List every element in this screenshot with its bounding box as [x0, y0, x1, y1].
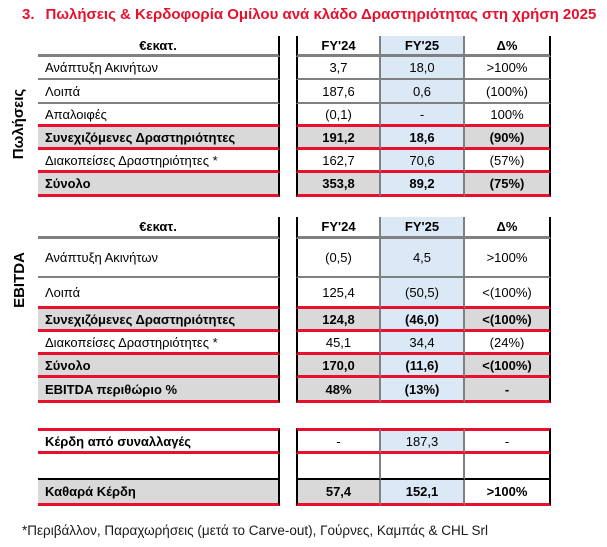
column-gap — [280, 309, 296, 332]
cell-fy25: 70,6 — [381, 150, 465, 173]
column-gap — [280, 239, 296, 278]
cell-fy24: - — [296, 428, 381, 454]
column-gap — [280, 428, 296, 454]
sales-header-delta: Δ% — [465, 36, 551, 57]
column-gap — [280, 278, 296, 309]
cell-fy25: - — [381, 104, 465, 127]
ebitda-side-label: EBITDA — [11, 252, 28, 308]
ebitda-header-metric: €εκατ. — [38, 217, 280, 239]
cell-delta: 100% — [465, 104, 551, 127]
row-label — [38, 454, 280, 480]
cell-fy24: 124,8 — [296, 309, 381, 332]
row-label: Κέρδη από συναλλαγές — [38, 428, 280, 454]
cell-fy25: 152,1 — [381, 480, 465, 506]
column-gap — [280, 355, 296, 378]
cell-fy24: 162,7 — [296, 150, 381, 173]
sales-header-fy24: FY'24 — [296, 36, 381, 57]
column-gap — [280, 127, 296, 150]
cell-fy25: (50,5) — [381, 278, 465, 309]
row-label: Συνεχιζόμενες Δραστηριότητες — [38, 309, 280, 332]
row-label: Σύνολο — [38, 173, 280, 197]
sales-header-metric: €εκατ. — [38, 36, 280, 57]
cell-delta: - — [465, 428, 551, 454]
cell-fy24: (0,1) — [296, 104, 381, 127]
column-gap — [280, 454, 296, 480]
cell-fy24: 187,6 — [296, 80, 381, 104]
cell-fy24: 170,0 — [296, 355, 381, 378]
cell-delta: >100% — [465, 480, 551, 506]
cell-fy25: 34,4 — [381, 332, 465, 355]
cell-fy25: 18,0 — [381, 57, 465, 80]
cell-fy24: (0,5) — [296, 239, 381, 278]
row-label: Ανάπτυξη Ακινήτων — [38, 239, 280, 278]
sales-header-fy25: FY'25 — [381, 36, 465, 57]
column-gap — [280, 173, 296, 197]
cell-delta: <(100%) — [465, 278, 551, 309]
row-label: Διακοπείσες Δραστηριότητες * — [38, 150, 280, 173]
cell-fy25: 4,5 — [381, 239, 465, 278]
cell-fy24: 45,1 — [296, 332, 381, 355]
cell-delta: <(100%) — [465, 355, 551, 378]
row-label: Λοιπά — [38, 278, 280, 309]
cell-fy24: 191,2 — [296, 127, 381, 150]
cell-fy25: (11,6) — [381, 355, 465, 378]
profit-table — [38, 428, 551, 506]
column-gap — [280, 80, 296, 104]
ebitda-header-fy24: FY'24 — [296, 217, 381, 239]
column-gap — [280, 36, 296, 57]
cell-fy25 — [381, 454, 465, 480]
row-label: Συνεχιζόμενες Δραστηριότητες — [38, 127, 280, 150]
title-text: Πωλήσεις & Κερδοφορία Ομίλου ανά κλάδο Δραστηριότητας στη χρήση 2025 — [45, 6, 597, 23]
cell-fy24: 48% — [296, 378, 381, 403]
row-label: Λοιπά — [38, 80, 280, 104]
cell-delta: >100% — [465, 57, 551, 80]
cell-fy25: 187,3 — [381, 428, 465, 454]
row-label: Απαλοιφές — [38, 104, 280, 127]
ebitda-table — [38, 217, 551, 403]
cell-delta — [465, 454, 551, 480]
column-gap — [280, 217, 296, 239]
row-label: Σύνολο — [38, 355, 280, 378]
column-gap — [280, 57, 296, 80]
cell-fy24: 125,4 — [296, 278, 381, 309]
ebitda-header-fy25: FY'25 — [381, 217, 465, 239]
ebitda-header-delta: Δ% — [465, 217, 551, 239]
sales-table — [38, 36, 551, 197]
cell-delta: - — [465, 378, 551, 403]
column-gap — [280, 150, 296, 173]
sales-side-label: Πωλήσεις — [10, 88, 27, 160]
column-gap — [280, 332, 296, 355]
row-label: Ανάπτυξη Ακινήτων — [38, 57, 280, 80]
cell-fy25: (13%) — [381, 378, 465, 403]
cell-fy24: 3,7 — [296, 57, 381, 80]
row-label: Καθαρά Κέρδη — [38, 480, 280, 506]
row-label: Διακοπείσες Δραστηριότητες * — [38, 332, 280, 355]
cell-delta: (24%) — [465, 332, 551, 355]
footnote: *Περιβάλλον, Παραχωρήσεις (μετά το Carve-out), Γούρνες, Καμπάς & CHL Srl — [22, 523, 488, 538]
cell-fy24 — [296, 454, 381, 480]
cell-delta: <(100%) — [465, 309, 551, 332]
cell-delta: (90%) — [465, 127, 551, 150]
cell-fy24: 353,8 — [296, 173, 381, 197]
column-gap — [280, 104, 296, 127]
row-label: EBITDA περιθώριο % — [38, 378, 280, 403]
cell-fy25: 0,6 — [381, 80, 465, 104]
column-gap — [280, 480, 296, 506]
cell-fy24: 57,4 — [296, 480, 381, 506]
cell-delta: (75%) — [465, 173, 551, 197]
cell-delta: >100% — [465, 239, 551, 278]
title-number: 3. — [22, 6, 35, 23]
cell-fy25: (46,0) — [381, 309, 465, 332]
cell-fy25: 89,2 — [381, 173, 465, 197]
cell-delta: (57%) — [465, 150, 551, 173]
page-title — [22, 6, 596, 23]
cell-delta: (100%) — [465, 80, 551, 104]
column-gap — [280, 378, 296, 403]
cell-fy25: 18,6 — [381, 127, 465, 150]
